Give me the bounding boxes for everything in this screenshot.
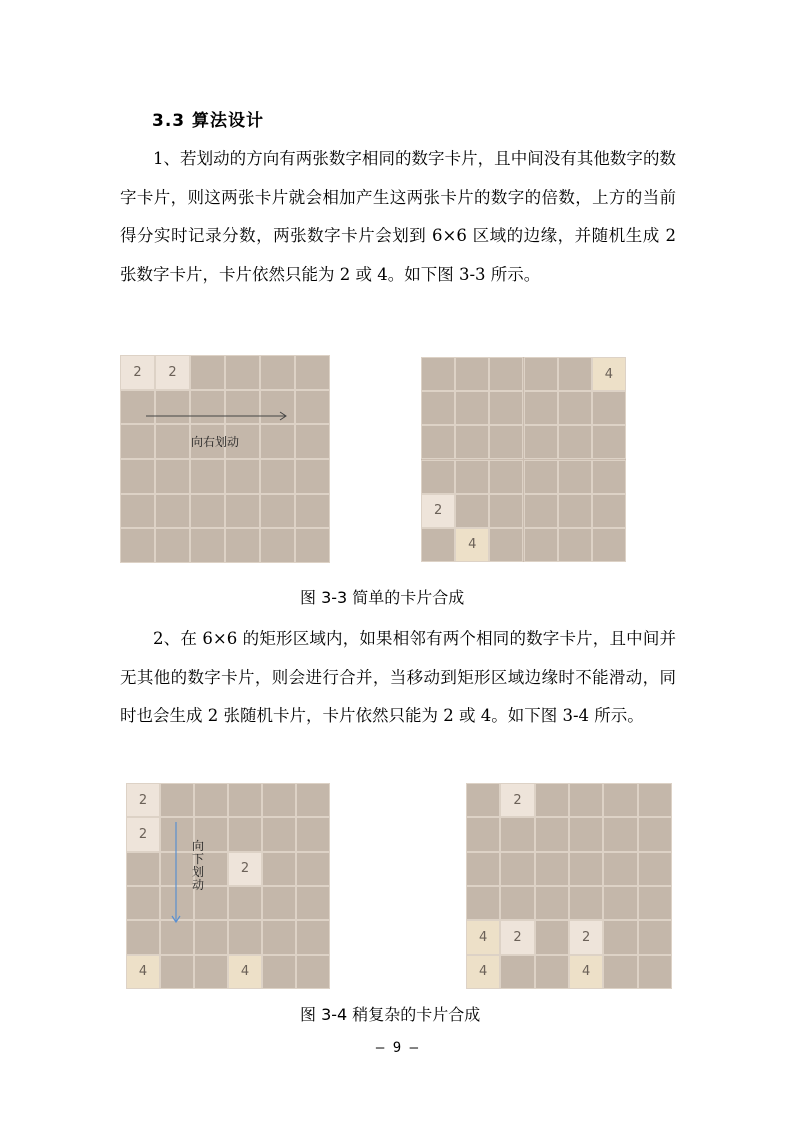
grid-cell	[466, 852, 500, 886]
grid-cell	[558, 391, 592, 425]
paragraph-2: 2、在 6×6 的矩形区域内，如果相邻有两个相同的数字卡片，且中间并无其他的数字卡片，则会进行合并，当移动到矩形区域边缘时不能滑动，同时也会生成 2 张随机卡片，卡片依然只能为 2 或 4。如下图 3-4 所示。	[120, 629, 676, 725]
grid-cell	[638, 920, 672, 954]
figure-3-4-after-board	[466, 783, 672, 989]
grid-cell	[592, 460, 626, 494]
number-tile: 2	[127, 818, 159, 850]
grid-cell	[421, 425, 455, 459]
grid-cell	[592, 494, 626, 528]
grid-cell	[296, 955, 330, 989]
figure-3-3-after-board	[421, 357, 626, 562]
figure-3-3-caption: 图 3-3 简单的卡片合成	[300, 588, 465, 607]
grid-cell	[295, 424, 330, 459]
grid-cell	[260, 424, 295, 459]
page-number: — 9 —	[375, 1040, 419, 1056]
grid-cell	[603, 817, 637, 851]
down-arrow-icon	[168, 820, 184, 930]
grid-cell	[524, 494, 558, 528]
grid-cell	[489, 391, 523, 425]
grid-cell	[421, 460, 455, 494]
grid-cell	[260, 459, 295, 494]
grid-cell	[489, 425, 523, 459]
section-heading: 3.3 算法设计	[152, 111, 265, 131]
grid-cell	[126, 852, 160, 886]
grid-cell	[455, 425, 489, 459]
grid-cell	[500, 955, 534, 989]
grid-cell	[225, 494, 260, 529]
grid-cell	[489, 357, 523, 391]
grid-cell	[455, 460, 489, 494]
grid-cell	[190, 528, 225, 563]
grid-cell	[489, 528, 523, 562]
grid-cell	[262, 886, 296, 920]
grid-cell	[120, 494, 155, 529]
grid-cell	[228, 783, 262, 817]
grid-cell	[194, 783, 228, 817]
paragraph-1: 1、若划动的方向有两张数字相同的数字卡片，且中间没有其他数字的数字卡片，则这两张卡片就会相加产生这两张卡片的数字的倍数，上方的当前得分实时记录分数，两张数字卡片会划到 6×6 区域的边缘，并随机生成 2 张数字卡片，卡片依然只能为 2 或 4。如下图 3-3 所示。	[120, 149, 676, 284]
grid-cell	[558, 494, 592, 528]
grid-cell	[603, 852, 637, 886]
grid-cell	[225, 528, 260, 563]
grid-cell	[160, 783, 194, 817]
grid-cell	[466, 783, 500, 817]
number-tile: 2	[501, 921, 533, 953]
swipe-right-label: 向右划动	[191, 435, 240, 449]
grid-cell	[489, 460, 523, 494]
grid-cell	[500, 852, 534, 886]
grid-cell	[190, 355, 225, 390]
grid-cell	[592, 425, 626, 459]
grid-cell	[466, 886, 500, 920]
number-tile: 2	[422, 495, 454, 527]
grid-cell	[569, 886, 603, 920]
number-tile: 4	[467, 921, 499, 953]
grid-cell	[558, 357, 592, 391]
grid-cell	[558, 460, 592, 494]
number-tile: 2	[229, 853, 261, 885]
number-tile: 2	[570, 921, 602, 953]
number-tile: 2	[127, 784, 159, 816]
number-tile: 4	[467, 956, 499, 988]
number-tile: 4	[570, 956, 602, 988]
grid-cell	[296, 886, 330, 920]
grid-cell	[262, 817, 296, 851]
grid-cell	[603, 783, 637, 817]
grid-cell	[558, 528, 592, 562]
grid-cell	[603, 886, 637, 920]
number-tile: 4	[593, 358, 625, 390]
grid-cell	[262, 783, 296, 817]
grid-cell	[228, 886, 262, 920]
grid-cell	[260, 494, 295, 529]
grid-cell	[228, 920, 262, 954]
grid-cell	[120, 424, 155, 459]
grid-cell	[535, 817, 569, 851]
grid-cell	[296, 783, 330, 817]
grid-cell	[638, 852, 672, 886]
grid-cell	[190, 459, 225, 494]
grid-cell	[262, 920, 296, 954]
grid-cell	[120, 459, 155, 494]
grid-cell	[524, 391, 558, 425]
grid-cell	[455, 391, 489, 425]
grid-cell	[535, 886, 569, 920]
number-tile: 4	[456, 529, 488, 561]
number-tile: 2	[501, 784, 533, 816]
figure-3-4-caption: 图 3-4 稍复杂的卡片合成	[300, 1005, 481, 1024]
grid-cell	[638, 817, 672, 851]
grid-cell	[155, 494, 190, 529]
grid-cell	[296, 852, 330, 886]
grid-cell	[592, 528, 626, 562]
grid-cell	[603, 920, 637, 954]
grid-cell	[455, 494, 489, 528]
grid-cell	[225, 459, 260, 494]
grid-cell	[500, 886, 534, 920]
grid-cell	[535, 920, 569, 954]
grid-cell	[295, 494, 330, 529]
grid-cell	[524, 528, 558, 562]
grid-cell	[155, 528, 190, 563]
grid-cell	[421, 357, 455, 391]
number-tile: 2	[121, 356, 154, 389]
grid-cell	[466, 817, 500, 851]
grid-cell	[638, 886, 672, 920]
grid-cell	[569, 852, 603, 886]
grid-cell	[190, 494, 225, 529]
grid-cell	[295, 528, 330, 563]
grid-cell	[126, 920, 160, 954]
number-tile: 4	[229, 956, 261, 988]
grid-cell	[228, 817, 262, 851]
grid-cell	[296, 817, 330, 851]
swipe-down-label: 向下划动	[192, 839, 205, 892]
grid-cell	[295, 390, 330, 425]
grid-cell	[296, 920, 330, 954]
grid-cell	[524, 357, 558, 391]
figure-3-4-before-board	[126, 783, 330, 989]
grid-cell	[569, 783, 603, 817]
grid-cell	[455, 357, 489, 391]
grid-cell	[489, 494, 523, 528]
number-tile: 2	[156, 356, 189, 389]
grid-cell	[524, 425, 558, 459]
figure-3-3-before-board	[120, 355, 330, 563]
grid-cell	[500, 817, 534, 851]
right-arrow-icon	[140, 408, 300, 424]
grid-cell	[295, 355, 330, 390]
grid-cell	[260, 528, 295, 563]
grid-cell	[421, 391, 455, 425]
grid-cell	[225, 355, 260, 390]
grid-cell	[535, 783, 569, 817]
grid-cell	[194, 955, 228, 989]
grid-cell	[638, 955, 672, 989]
grid-cell	[120, 528, 155, 563]
grid-cell	[194, 920, 228, 954]
grid-cell	[155, 459, 190, 494]
number-tile: 4	[127, 956, 159, 988]
grid-cell	[569, 817, 603, 851]
grid-cell	[262, 852, 296, 886]
grid-cell	[421, 528, 455, 562]
grid-cell	[160, 955, 194, 989]
grid-cell	[126, 886, 160, 920]
grid-cell	[592, 391, 626, 425]
grid-cell	[262, 955, 296, 989]
grid-cell	[524, 460, 558, 494]
grid-cell	[535, 955, 569, 989]
grid-cell	[260, 355, 295, 390]
grid-cell	[535, 852, 569, 886]
grid-cell	[155, 424, 190, 459]
grid-cell	[603, 955, 637, 989]
grid-cell	[638, 783, 672, 817]
grid-cell	[295, 459, 330, 494]
grid-cell	[558, 425, 592, 459]
